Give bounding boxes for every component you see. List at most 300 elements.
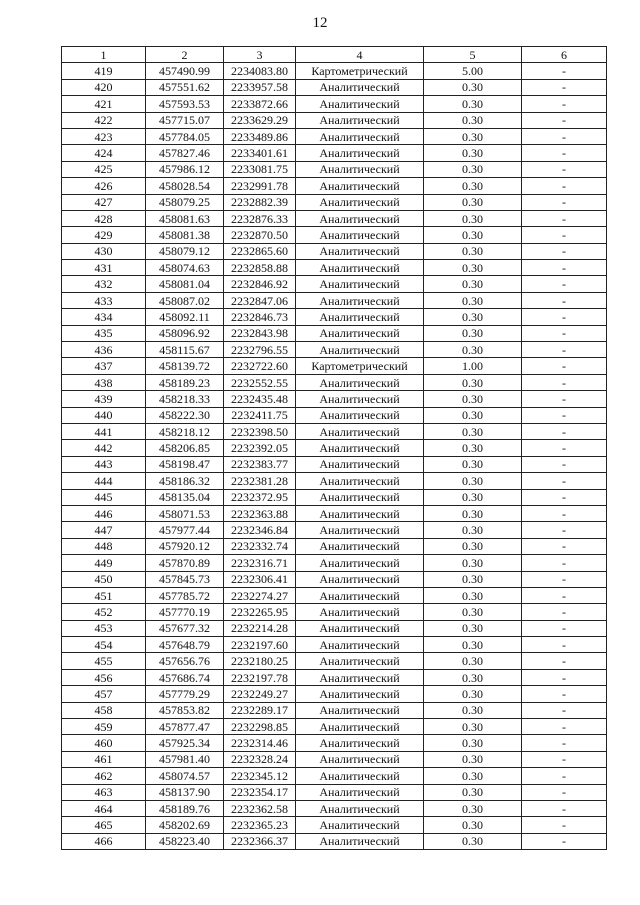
table-cell: 427: [62, 194, 146, 210]
table-cell: 2232876.33: [224, 210, 296, 226]
page-number: 12: [312, 15, 328, 31]
table-cell: 0.30: [424, 292, 522, 308]
table-cell: 440: [62, 407, 146, 423]
table-row: [62, 768, 607, 784]
table-body: [62, 63, 607, 850]
table-cell: 2232362.58: [224, 800, 296, 816]
table-cell: Аналитический: [296, 505, 424, 521]
table-cell: -: [522, 538, 607, 554]
table-cell: 0.30: [424, 210, 522, 226]
table-cell: 0.30: [424, 489, 522, 505]
table-cell: 424: [62, 145, 146, 161]
table-cell: 2232214.28: [224, 620, 296, 636]
table-cell: Аналитический: [296, 604, 424, 620]
table-row: [62, 374, 607, 390]
table-cell: 0.30: [424, 653, 522, 669]
table-row: [62, 833, 607, 849]
table-cell: 458079.25: [146, 194, 224, 210]
table-cell: 456: [62, 669, 146, 685]
table-cell: 2232411.75: [224, 407, 296, 423]
table-cell: 441: [62, 423, 146, 439]
table-row: [62, 686, 607, 702]
table-cell: 458079.12: [146, 243, 224, 259]
table-row: [62, 309, 607, 325]
table-row: [62, 620, 607, 636]
table-cell: 457677.32: [146, 620, 224, 636]
table-cell: -: [522, 817, 607, 833]
table-cell: -: [522, 260, 607, 276]
table-cell: 2233872.66: [224, 96, 296, 112]
table-cell: Аналитический: [296, 128, 424, 144]
table-row: [62, 440, 607, 456]
table-row: [62, 735, 607, 751]
table-cell: 0.30: [424, 604, 522, 620]
table-row: [62, 522, 607, 538]
table-cell: -: [522, 768, 607, 784]
table-cell: 2232372.95: [224, 489, 296, 505]
table-cell: -: [522, 719, 607, 735]
table-row: [62, 260, 607, 276]
table-cell: 463: [62, 784, 146, 800]
table-cell: 2233629.29: [224, 112, 296, 128]
table-row: [62, 587, 607, 603]
table-cell: 461: [62, 751, 146, 767]
table-cell: 2232363.88: [224, 505, 296, 521]
table-cell: Аналитический: [296, 784, 424, 800]
table-row: [62, 817, 607, 833]
table-row: [62, 751, 607, 767]
table-row: [62, 243, 607, 259]
table-cell: 435: [62, 325, 146, 341]
table-cell: 457656.76: [146, 653, 224, 669]
table-cell: 458081.04: [146, 276, 224, 292]
table-cell: Аналитический: [296, 342, 424, 358]
table-cell: 0.30: [424, 178, 522, 194]
table-cell: 458074.63: [146, 260, 224, 276]
table-cell: 2232846.73: [224, 309, 296, 325]
table-row: [62, 227, 607, 243]
table-cell: 2232435.48: [224, 391, 296, 407]
table-cell: 0.30: [424, 161, 522, 177]
table-cell: 2232298.85: [224, 719, 296, 735]
table-cell: 0.30: [424, 686, 522, 702]
table-cell: Аналитический: [296, 440, 424, 456]
table-cell: 457490.99: [146, 63, 224, 79]
table-cell: 2232722.60: [224, 358, 296, 374]
table-cell: 457925.34: [146, 735, 224, 751]
table-cell: 0.30: [424, 325, 522, 341]
table-cell: 460: [62, 735, 146, 751]
table-cell: -: [522, 555, 607, 571]
table-cell: -: [522, 292, 607, 308]
table-cell: -: [522, 587, 607, 603]
table-cell: 457785.72: [146, 587, 224, 603]
table-cell: Аналитический: [296, 243, 424, 259]
table-cell: 431: [62, 260, 146, 276]
table-cell: 0.30: [424, 260, 522, 276]
table-cell: 458: [62, 702, 146, 718]
table-cell: 428: [62, 210, 146, 226]
table-cell: Аналитический: [296, 227, 424, 243]
table-cell: 436: [62, 342, 146, 358]
table-cell: 457784.05: [146, 128, 224, 144]
table-cell: 2232858.88: [224, 260, 296, 276]
table-cell: 0.30: [424, 620, 522, 636]
table-cell: Аналитический: [296, 456, 424, 472]
table-cell: Аналитический: [296, 735, 424, 751]
table-cell: 0.30: [424, 407, 522, 423]
table-cell: 0.30: [424, 128, 522, 144]
table-row: [62, 604, 607, 620]
table-cell: 458189.76: [146, 800, 224, 816]
table-cell: 2232846.92: [224, 276, 296, 292]
table-cell: Аналитический: [296, 751, 424, 767]
table-cell: 0.30: [424, 555, 522, 571]
table-cell: 452: [62, 604, 146, 620]
table-cell: 458081.63: [146, 210, 224, 226]
table-cell: -: [522, 784, 607, 800]
table-cell: 2232274.27: [224, 587, 296, 603]
table-cell: 455: [62, 653, 146, 669]
table-cell: 434: [62, 309, 146, 325]
table-cell: 458071.53: [146, 505, 224, 521]
table-cell: 458139.72: [146, 358, 224, 374]
table-cell: 0.30: [424, 309, 522, 325]
table-cell: -: [522, 178, 607, 194]
table-cell: Аналитический: [296, 407, 424, 423]
table-cell: 2232882.39: [224, 194, 296, 210]
table-cell: 2232328.24: [224, 751, 296, 767]
table-cell: 2232366.37: [224, 833, 296, 849]
table-cell: 2232180.25: [224, 653, 296, 669]
table-cell: Аналитический: [296, 178, 424, 194]
table-cell: 2232870.50: [224, 227, 296, 243]
table-cell: 437: [62, 358, 146, 374]
table-cell: 0.30: [424, 473, 522, 489]
table-row: [62, 161, 607, 177]
table-cell: 443: [62, 456, 146, 472]
table-row: [62, 489, 607, 505]
table-cell: Картометрический: [296, 63, 424, 79]
table-cell: 438: [62, 374, 146, 390]
coordinates-table: [61, 46, 607, 850]
table-row: [62, 112, 607, 128]
table-cell: -: [522, 604, 607, 620]
table-cell: 0.30: [424, 800, 522, 816]
table-cell: -: [522, 210, 607, 226]
table-row: [62, 669, 607, 685]
table-cell: -: [522, 374, 607, 390]
table-cell: 0.30: [424, 637, 522, 653]
table-cell: 2232398.50: [224, 423, 296, 439]
table-cell: 449: [62, 555, 146, 571]
table-cell: -: [522, 309, 607, 325]
table-row: [62, 79, 607, 95]
table-row: [62, 325, 607, 341]
table-row: [62, 292, 607, 308]
table-cell: Аналитический: [296, 702, 424, 718]
table-cell: 0.30: [424, 374, 522, 390]
table-cell: -: [522, 522, 607, 538]
table-cell: 2232346.84: [224, 522, 296, 538]
table-cell: 0.30: [424, 342, 522, 358]
table-cell: Картометрический: [296, 358, 424, 374]
table-cell: Аналитический: [296, 210, 424, 226]
table-cell: -: [522, 407, 607, 423]
table-cell: 457853.82: [146, 702, 224, 718]
table-cell: Аналитический: [296, 538, 424, 554]
table-cell: 458186.32: [146, 473, 224, 489]
table-cell: 446: [62, 505, 146, 521]
table-cell: -: [522, 686, 607, 702]
table-cell: 2233401.61: [224, 145, 296, 161]
table-row: [62, 555, 607, 571]
table-cell: Аналитический: [296, 473, 424, 489]
table-cell: 0.30: [424, 456, 522, 472]
table-cell: -: [522, 669, 607, 685]
table-cell: 0.30: [424, 669, 522, 685]
table-cell: Аналитический: [296, 260, 424, 276]
table-cell: 2232197.78: [224, 669, 296, 685]
table-cell: 0.30: [424, 79, 522, 95]
table-cell: -: [522, 342, 607, 358]
table-cell: 423: [62, 128, 146, 144]
table-cell: 457770.19: [146, 604, 224, 620]
table-cell: 457715.07: [146, 112, 224, 128]
table-cell: Аналитический: [296, 620, 424, 636]
table-cell: 0.30: [424, 719, 522, 735]
table-cell: 457686.74: [146, 669, 224, 685]
table-cell: 2232552.55: [224, 374, 296, 390]
table-cell: 2232991.78: [224, 178, 296, 194]
table-cell: 2232365.23: [224, 817, 296, 833]
table-cell: 458115.67: [146, 342, 224, 358]
table-cell: 458096.92: [146, 325, 224, 341]
table-cell: -: [522, 194, 607, 210]
table-cell: 458074.57: [146, 768, 224, 784]
table-cell: 420: [62, 79, 146, 95]
table-row: [62, 637, 607, 653]
table-row: [62, 456, 607, 472]
table-cell: -: [522, 79, 607, 95]
table-cell: 457827.46: [146, 145, 224, 161]
column-header: 6: [522, 47, 607, 63]
table-cell: 2232796.55: [224, 342, 296, 358]
table-row: [62, 194, 607, 210]
table-cell: 2233489.86: [224, 128, 296, 144]
table-cell: -: [522, 325, 607, 341]
table-cell: -: [522, 423, 607, 439]
table-row: [62, 719, 607, 735]
table-cell: -: [522, 735, 607, 751]
table-cell: -: [522, 145, 607, 161]
table-cell: 2232197.60: [224, 637, 296, 653]
table-cell: 2232289.17: [224, 702, 296, 718]
table-cell: 458218.33: [146, 391, 224, 407]
table-cell: -: [522, 489, 607, 505]
table-cell: 458137.90: [146, 784, 224, 800]
table-cell: 462: [62, 768, 146, 784]
table-cell: -: [522, 96, 607, 112]
table-cell: -: [522, 637, 607, 653]
table-cell: 0.30: [424, 522, 522, 538]
table-cell: 419: [62, 63, 146, 79]
table-cell: 2232354.17: [224, 784, 296, 800]
table-cell: 2232383.77: [224, 456, 296, 472]
table-row: [62, 391, 607, 407]
table-cell: Аналитический: [296, 423, 424, 439]
table-cell: 0.30: [424, 702, 522, 718]
table-cell: 466: [62, 833, 146, 849]
table-row: [62, 571, 607, 587]
table-cell: Аналитический: [296, 276, 424, 292]
table-cell: 0.30: [424, 423, 522, 439]
table-cell: -: [522, 620, 607, 636]
table-cell: Аналитический: [296, 555, 424, 571]
table-cell: Аналитический: [296, 374, 424, 390]
table-row: [62, 505, 607, 521]
table-cell: -: [522, 800, 607, 816]
table-cell: 457551.62: [146, 79, 224, 95]
table-cell: 2233081.75: [224, 161, 296, 177]
table-row: [62, 653, 607, 669]
table-cell: 2232249.27: [224, 686, 296, 702]
table-cell: 430: [62, 243, 146, 259]
table-cell: 0.30: [424, 112, 522, 128]
table-cell: -: [522, 243, 607, 259]
table-cell: -: [522, 473, 607, 489]
table-cell: 444: [62, 473, 146, 489]
table-cell: 0.30: [424, 784, 522, 800]
table-cell: Аналитический: [296, 309, 424, 325]
table-cell: 458189.23: [146, 374, 224, 390]
table-cell: -: [522, 833, 607, 849]
table-cell: 2232865.60: [224, 243, 296, 259]
table-cell: 0.30: [424, 276, 522, 292]
table-cell: 459: [62, 719, 146, 735]
table-cell: -: [522, 751, 607, 767]
table-cell: 422: [62, 112, 146, 128]
table-cell: 0.30: [424, 538, 522, 554]
table-cell: 0.30: [424, 751, 522, 767]
table-cell: -: [522, 358, 607, 374]
table-cell: 2234083.80: [224, 63, 296, 79]
table-cell: 442: [62, 440, 146, 456]
table-cell: 2232345.12: [224, 768, 296, 784]
table-row: [62, 423, 607, 439]
table-cell: 454: [62, 637, 146, 653]
table-cell: 457648.79: [146, 637, 224, 653]
table-cell: -: [522, 391, 607, 407]
table-row: [62, 96, 607, 112]
table-row: [62, 128, 607, 144]
column-header: 2: [146, 47, 224, 63]
table-cell: 421: [62, 96, 146, 112]
table-row: [62, 342, 607, 358]
table-cell: 0.30: [424, 833, 522, 849]
table-row: [62, 210, 607, 226]
column-header: 5: [424, 47, 522, 63]
table-cell: 0.30: [424, 505, 522, 521]
table-cell: 2232306.41: [224, 571, 296, 587]
table-cell: -: [522, 571, 607, 587]
table-cell: Аналитический: [296, 571, 424, 587]
table-cell: 5.00: [424, 63, 522, 79]
table-cell: 458135.04: [146, 489, 224, 505]
table-row: [62, 800, 607, 816]
table-cell: Аналитический: [296, 112, 424, 128]
table-cell: -: [522, 161, 607, 177]
table-cell: 458223.40: [146, 833, 224, 849]
table-row: [62, 538, 607, 554]
table-cell: 457870.89: [146, 555, 224, 571]
table-cell: 2232847.06: [224, 292, 296, 308]
table-cell: 433: [62, 292, 146, 308]
table-row: [62, 407, 607, 423]
table-cell: 0.30: [424, 817, 522, 833]
table-row: [62, 63, 607, 79]
table-row: [62, 702, 607, 718]
table-cell: Аналитический: [296, 145, 424, 161]
table-cell: -: [522, 128, 607, 144]
table-cell: Аналитический: [296, 194, 424, 210]
table-row: [62, 784, 607, 800]
table-row: [62, 473, 607, 489]
table-cell: Аналитический: [296, 637, 424, 653]
table-cell: 0.30: [424, 735, 522, 751]
table-cell: 429: [62, 227, 146, 243]
table-cell: 458092.11: [146, 309, 224, 325]
table-row: [62, 145, 607, 161]
column-header: 4: [296, 47, 424, 63]
table-cell: Аналитический: [296, 817, 424, 833]
table-cell: 457920.12: [146, 538, 224, 554]
table-cell: 432: [62, 276, 146, 292]
table-cell: 457845.73: [146, 571, 224, 587]
table-cell: Аналитический: [296, 833, 424, 849]
table-cell: 450: [62, 571, 146, 587]
table-cell: 426: [62, 178, 146, 194]
table-cell: Аналитический: [296, 800, 424, 816]
table-cell: 2232314.46: [224, 735, 296, 751]
table-cell: -: [522, 63, 607, 79]
table-cell: -: [522, 702, 607, 718]
table-cell: 458087.02: [146, 292, 224, 308]
table-cell: 2232316.71: [224, 555, 296, 571]
table-cell: -: [522, 112, 607, 128]
table-cell: Аналитический: [296, 391, 424, 407]
table-cell: 457: [62, 686, 146, 702]
table-cell: 1.00: [424, 358, 522, 374]
table-cell: 0.30: [424, 587, 522, 603]
table-cell: 439: [62, 391, 146, 407]
table-cell: -: [522, 456, 607, 472]
table-cell: Аналитический: [296, 587, 424, 603]
column-header: 3: [224, 47, 296, 63]
table-row: [62, 358, 607, 374]
table-cell: 0.30: [424, 768, 522, 784]
table-cell: 445: [62, 489, 146, 505]
table-cell: 457977.44: [146, 522, 224, 538]
table-cell: -: [522, 227, 607, 243]
table-cell: 447: [62, 522, 146, 538]
table-header-row: [62, 47, 607, 63]
table-cell: 453: [62, 620, 146, 636]
table-cell: 2232332.74: [224, 538, 296, 554]
table-cell: 0.30: [424, 145, 522, 161]
table-cell: Аналитический: [296, 79, 424, 95]
table-cell: 2232392.05: [224, 440, 296, 456]
